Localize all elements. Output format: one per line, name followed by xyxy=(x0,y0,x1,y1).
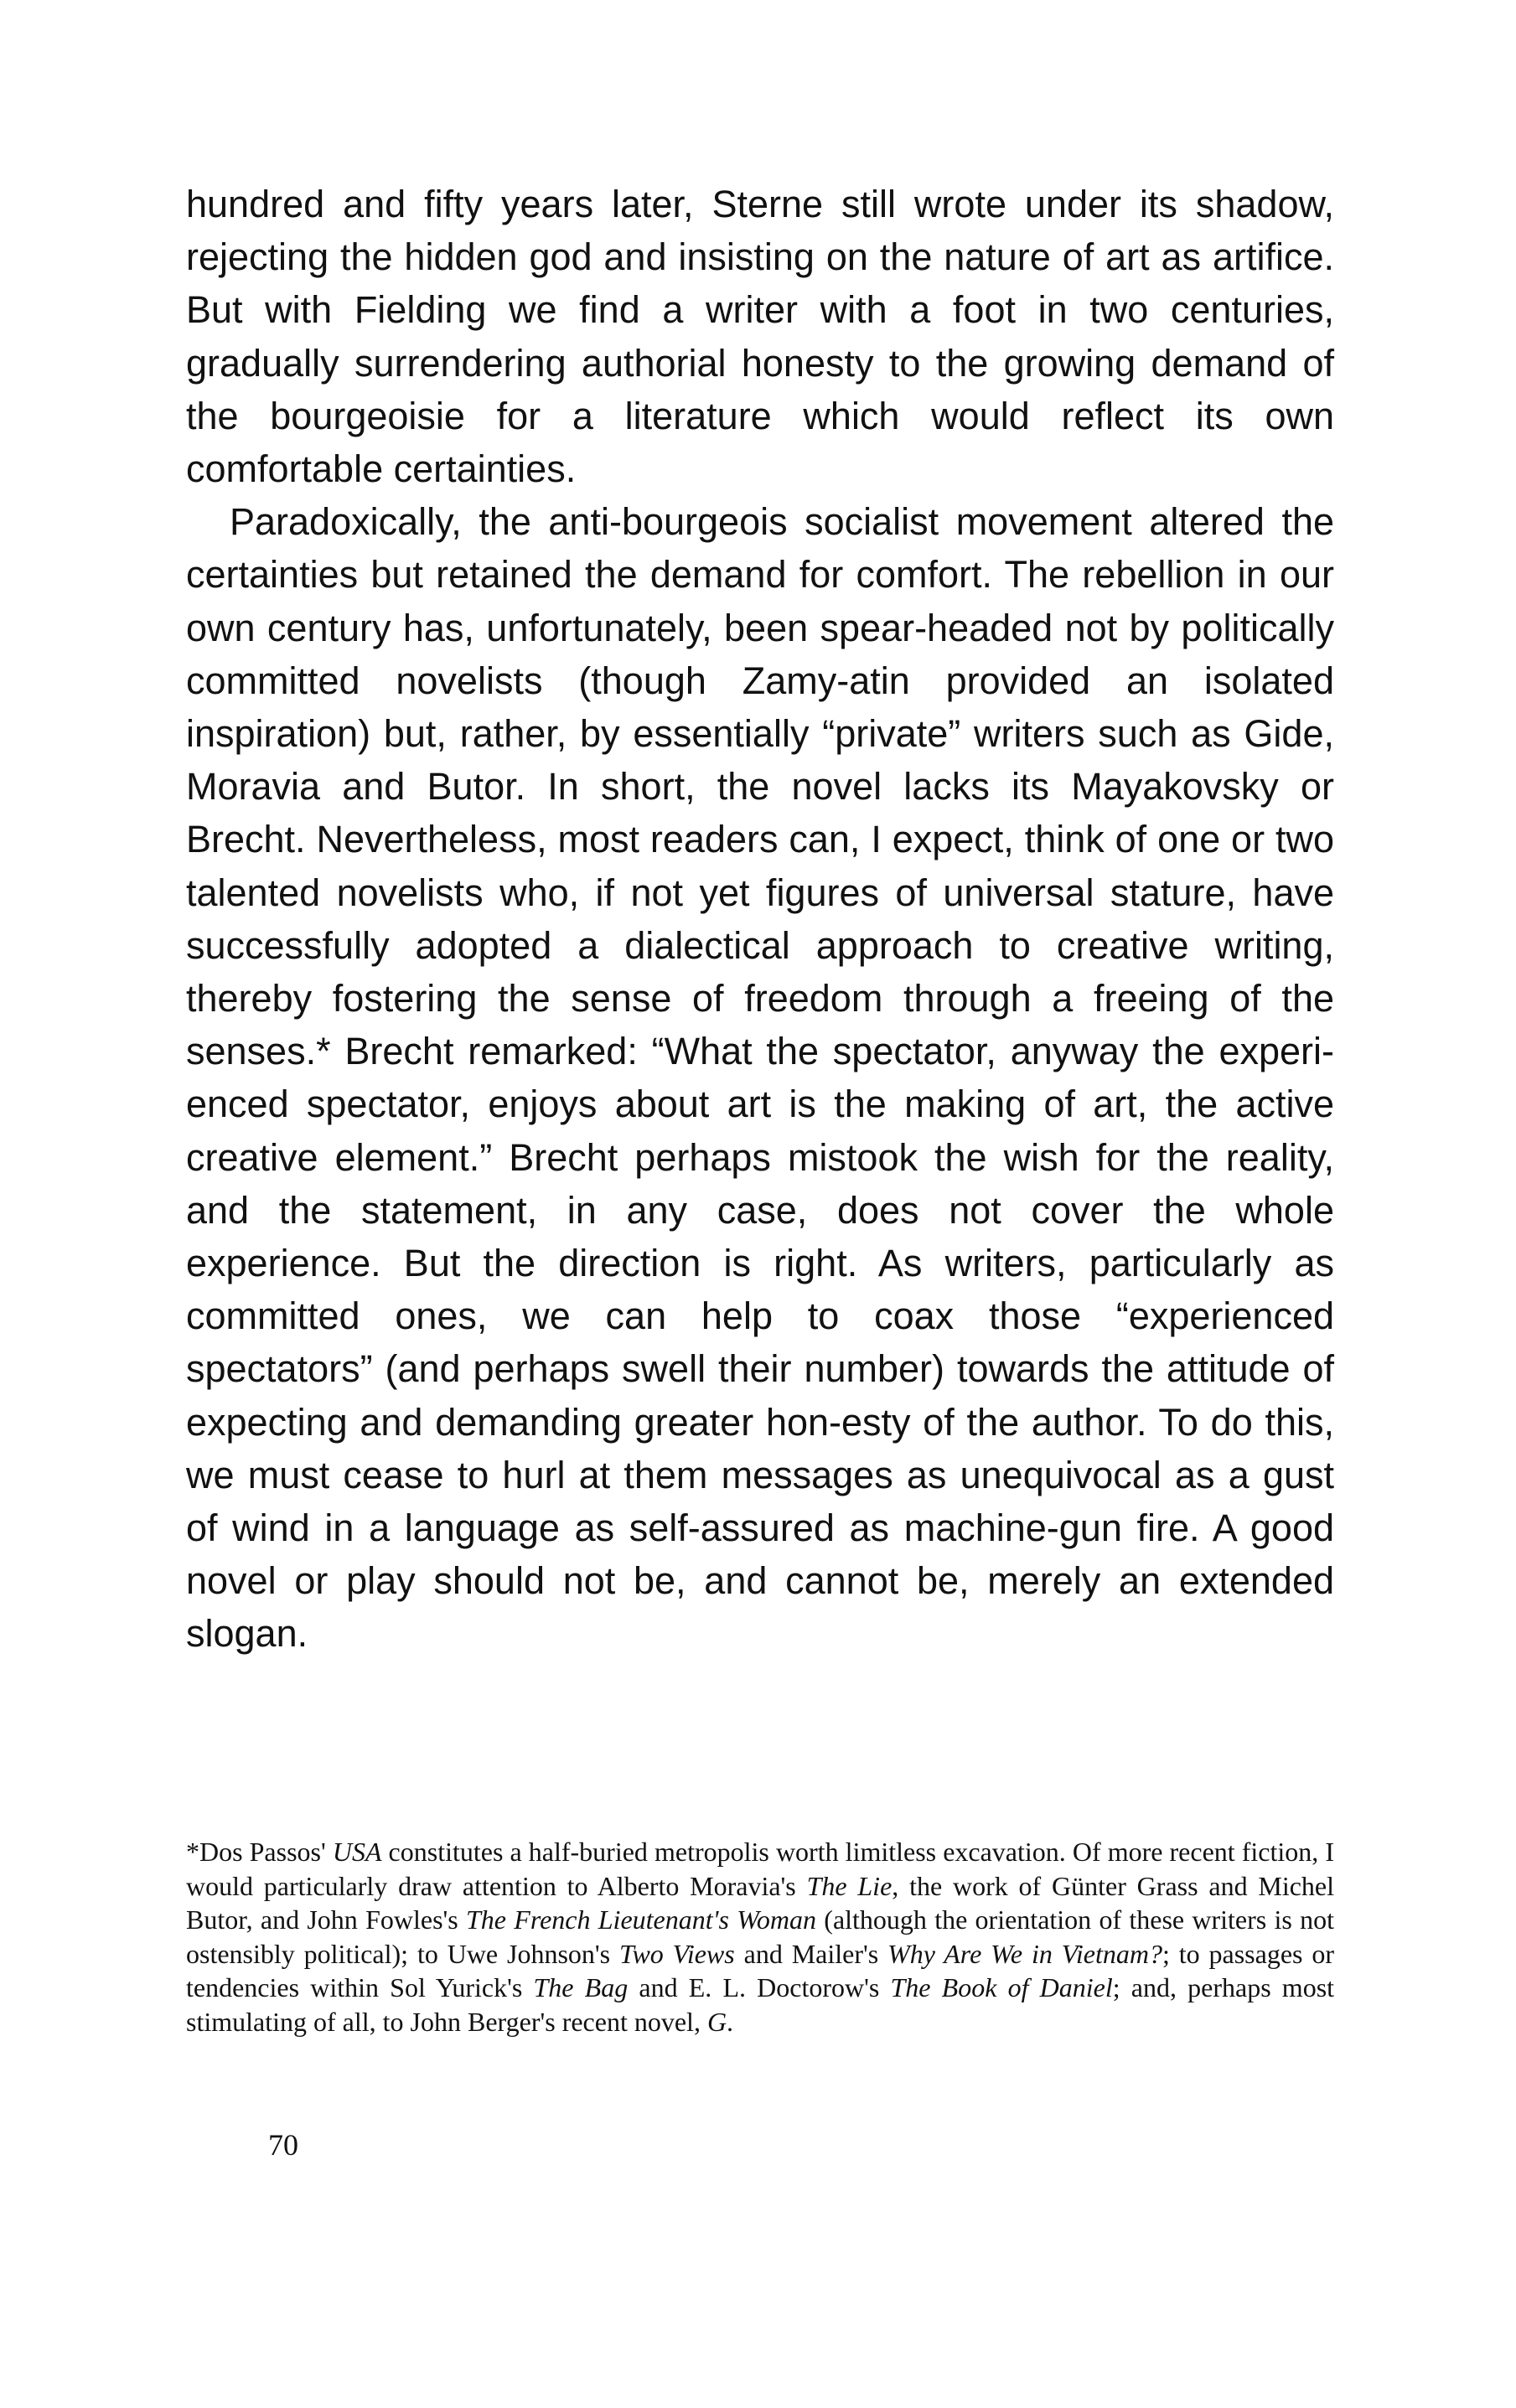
footnote-title: G xyxy=(706,2006,727,2037)
footnote-text: (although the orientation of these writers is not ostensibly political); to Uwe Johnson's xyxy=(186,1904,1334,1969)
footnote-title: USA xyxy=(332,1837,382,1867)
footnote-text: and E. L. Doctorow's xyxy=(628,1972,891,2003)
footnote-text: constitutes a half-buried metropolis worth limitless excavation. Of more recent fiction, I would particularly draw attention to Alberto Moravia's xyxy=(186,1837,1334,1901)
footnote-title: Why Are We in Vietnam? xyxy=(887,1938,1162,1969)
footnote-text: ; and, perhaps most stimulating of all, to John Berger's recent novel, xyxy=(186,1972,1335,2037)
footnote-text: , the work of Günter Grass and Michel Butor, and John Fowles's xyxy=(186,1870,1335,1935)
paragraph-1: hundred and fifty years later, Sterne still wrote under its shadow, rejecting the hidden god and insisting on the nature of art as artifice. But with Fielding we find a writer with a foot in two centuries, gradually surrendering authorial honesty to the growing demand of the bourgeoisie for a literature which would reflect its own comfortable certainties. xyxy=(186,183,1334,491)
footnote-title: The Bag xyxy=(533,1972,629,2003)
footnote-title: The French Lieutenant's Woman xyxy=(466,1904,817,1935)
paragraph-2: Paradoxically, the anti-bourgeois socialist movement altered the certainties but retained the demand for comfort. The rebellion in our own century has, unfortunately, been spear-headed not by politically committed novelists (though Zamy-atin provided an isolated inspiration) but, rather, by essentially “private” writers such as Gide, Moravia and Butor. In short, the novel lacks its Mayakovsky or Brecht. Nevertheless, most readers can, I expect, think of one or two talented novelists who, if not yet figures of universal stature, have successfully adopted a dialectical approach to creative writing, thereby fostering the sense of freedom through a freeing of the senses.* Brecht remarked: “What the spectator, anyway the experi-enced spectator, enjoys about art is the making of art, the active creative element.” Brecht perhaps mistook the wish for the reality, and the statement, in any case, does not cover the whole experience. But the direction is right. As writers, particularly as committed ones, we can help to coax those “experienced spectators” (and perhaps swell their number) towards the attitude of expecting and demanding greater hon-esty of the author. To do this, we must cease to hurl at them messages as unequivocal as a gust of wind in a language as self-assured as machine-gun fire. A good novel or play should not be, and cannot be, merely an extended slogan. xyxy=(186,500,1334,1656)
footnote-title: Two Views xyxy=(619,1938,735,1969)
page-number: 70 xyxy=(268,2128,298,2162)
footnote-title: The Lie xyxy=(806,1870,893,1901)
footnote-text: and Mailer's xyxy=(734,1938,888,1969)
footnote-text: . xyxy=(727,2006,734,2037)
footnote-text: *Dos Passos' xyxy=(186,1837,333,1867)
footnote xyxy=(186,1835,1334,2039)
body-text xyxy=(186,178,1334,1661)
footnote-title: The Book of Daniel xyxy=(890,1972,1113,2003)
footnote-text: ; to passages or tendencies within Sol Yurick's xyxy=(186,1938,1335,2003)
